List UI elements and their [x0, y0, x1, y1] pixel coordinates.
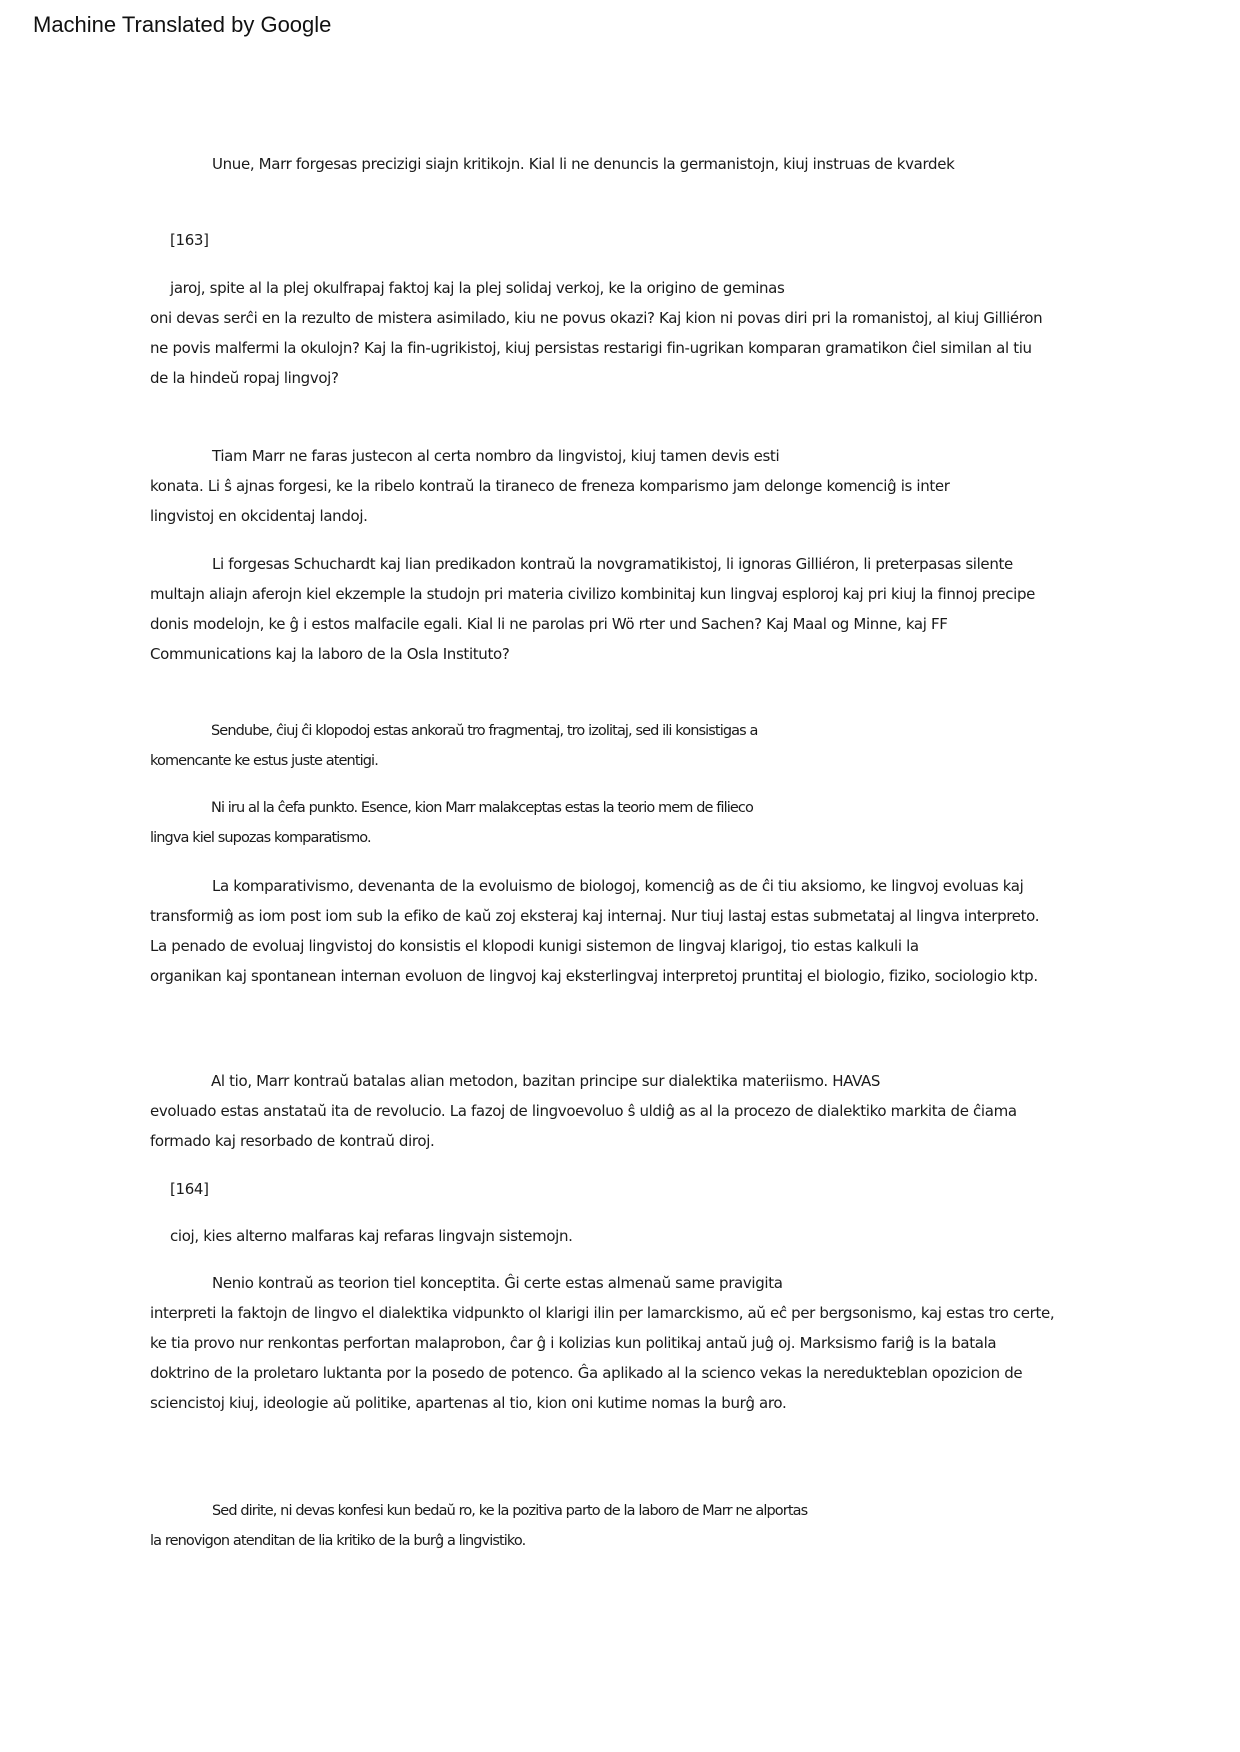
- machine-translated-header: Machine Translated by Google: [33, 12, 332, 37]
- paragraph-line: Unue, Marr forgesas precizigi siajn kritikojn. Kial li ne denuncis la germanistojn, kiuj instruas de kvardek: [212, 155, 955, 173]
- paragraph-line: Ni iru al la ĉefa punkto. Esence, kion Marr malakceptas estas la teorio mem de filieco: [211, 800, 753, 816]
- paragraph-line: de la hindeŭ ropaj lingvoj?: [150, 369, 339, 387]
- page-marker: [163]: [170, 231, 209, 249]
- paragraph-line: ke tia provo nur renkontas perfortan malaprobon, ĉar ĝ i kolizias kun politikaj antaŭ juĝ oj. Marksismo fariĝ is la batala: [150, 1334, 997, 1352]
- paragraph-line: ne povis malfermi la okulojn? Kaj la fin-ugrikistoj, kiuj persistas restarigi fin-ugrikan komparan gramatikon ĉiel similan al tiu: [150, 339, 1032, 357]
- paragraph-line: La penado de evoluaj lingvistoj do konsistis el klopodi kunigi sistemon de lingvaj klarigoj, tio estas kalkuli la: [150, 937, 919, 955]
- paragraph-line: doktrino de la proletaro luktanta por la posedo de potenco. Ĝa aplikado al la scienco vekas la neredukteblan opozicion de: [150, 1364, 1023, 1382]
- paragraph-line: la renovigon atenditan de lia kritiko de la burĝ a lingvistiko.: [150, 1533, 526, 1549]
- paragraph-line: lingva kiel supozas komparatismo.: [150, 830, 371, 846]
- paragraph-line: multajn aliajn aferojn kiel ekzemple la studojn pri materia civilizo kombinitaj kun lingvaj esploroj kaj pri kiuj la finnoj precipe: [150, 585, 1035, 603]
- paragraph-line: Nenio kontraŭ as teorion tiel konceptita. Ĝi certe estas almenaŭ same pravigita: [212, 1274, 783, 1292]
- page-marker: [164]: [170, 1180, 209, 1198]
- paragraph-line: Li forgesas Schuchardt kaj lian predikadon kontraŭ la novgramatikistoj, li ignoras Gilliéron, li preterpasas silente: [212, 555, 1013, 573]
- paragraph-line: komencante ke estus juste atentigi.: [150, 753, 378, 769]
- paragraph-line: formado kaj resorbado de kontraŭ diroj.: [150, 1132, 435, 1150]
- paragraph-line: interpreti la faktojn de lingvo el dialektika vidpunkto ol klarigi ilin per lamarckismo, aŭ eĉ per bergsonismo, kaj estas tro certe,: [150, 1304, 1055, 1322]
- paragraph-line: Al tio, Marr kontraŭ batalas alian metodon, bazitan principe sur dialektika materiismo. HAVAS: [211, 1072, 881, 1090]
- paragraph-line: jaroj, spite al la plej okulfrapaj faktoj kaj la plej solidaj verkoj, ke la origino de geminas: [170, 279, 785, 297]
- paragraph-line: La komparativismo, devenanta de la evoluismo de biologoj, komenciĝ as de ĉi tiu aksiomo, ke lingvoj evoluas kaj: [212, 877, 1024, 895]
- paragraph-line: Communications kaj la laboro de la Osla Instituto?: [150, 645, 510, 663]
- paragraph-line: Tiam Marr ne faras justecon al certa nombro da lingvistoj, kiuj tamen devis esti: [212, 447, 780, 465]
- paragraph-line: donis modelojn, ke ĝ i estos malfacile egali. Kial li ne parolas pri Wö rter und Sachen? Kaj Maal og Minne, kaj FF: [150, 615, 948, 633]
- paragraph-line: evoluado estas anstataŭ ita de revolucio. La fazoj de lingvoevoluo ŝ uldiĝ as al la procezo de dialektiko markita de ĉiama: [150, 1102, 1017, 1120]
- paragraph-line: lingvistoj en okcidentaj landoj.: [150, 507, 368, 525]
- paragraph-line: organikan kaj spontanean internan evoluon de lingvoj kaj eksterlingvaj interpretoj pruntitaj el biologio, fiziko, sociologio ktp.: [150, 967, 1038, 985]
- paragraph-line: cioj, kies alterno malfaras kaj refaras lingvajn sistemojn.: [170, 1227, 573, 1245]
- paragraph-line: transformiĝ as iom post iom sub la efiko de kaŭ zoj eksteraj kaj internaj. Nur tiuj lastaj estas submetataj al lingva interpreto.: [150, 907, 1040, 925]
- paragraph-line: Sed dirite, ni devas konfesi kun bedaŭ ro, ke la pozitiva parto de la laboro de Marr ne alportas: [212, 1503, 808, 1519]
- paragraph-line: Sendube, ĉiuj ĉi klopodoj estas ankoraŭ tro fragmentaj, tro izolitaj, sed ili konsistigas a: [211, 723, 758, 739]
- paragraph-line: sciencistoj kiuj, ideologie aŭ politike, apartenas al tio, kion oni kutime nomas la burĝ aro.: [150, 1394, 787, 1412]
- paragraph-line: konata. Li ŝ ajnas forgesi, ke la ribelo kontraŭ la tiraneco de freneza komparismo jam delonge komenciĝ is inter: [150, 477, 950, 495]
- paragraph-line: oni devas serĉi en la rezulto de mistera asimilado, kiu ne povus okazi? Kaj kion ni povas diri pri la romanistoj, al kiuj Gilliéron: [150, 309, 1043, 327]
